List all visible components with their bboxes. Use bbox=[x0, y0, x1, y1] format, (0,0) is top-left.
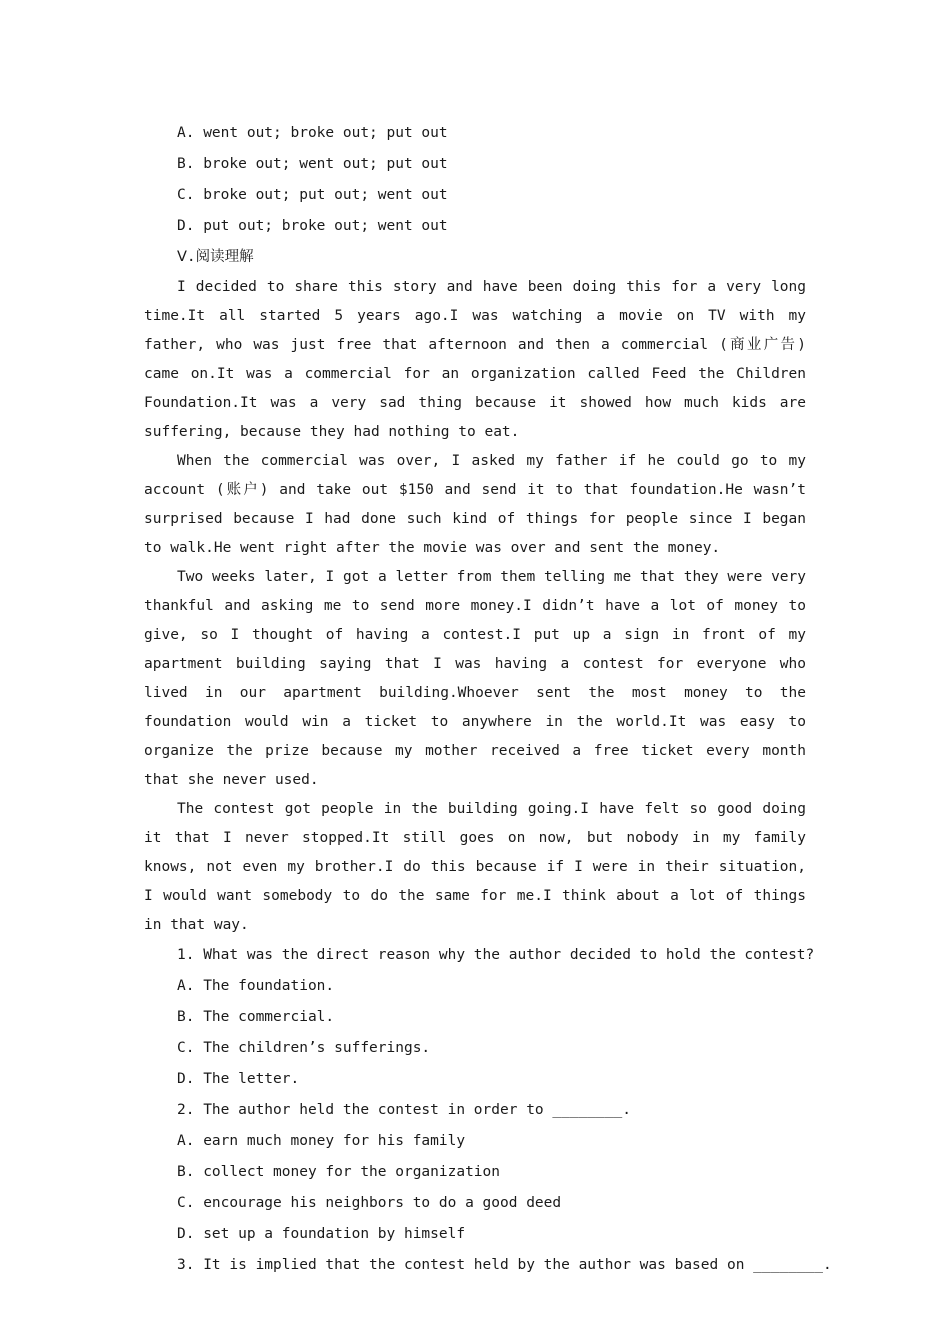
document-page bbox=[144, 118, 832, 1281]
option-b: B. The commercial. bbox=[177, 1009, 335, 1025]
option-d: D. set up a foundation by himself bbox=[177, 1226, 466, 1242]
option-d: D. The letter. bbox=[177, 1071, 300, 1087]
prev-question-options bbox=[144, 118, 806, 242]
question-2 bbox=[144, 1095, 806, 1250]
passage-paragraph: The contest got people in the building going.I have felt so good doing it that I never stopped.It still goes on now, but nobody in my family knows, not even my brother.I do this because if I were in their situation, I would want somebody to do the same for me.I think about a lot of things in that way. bbox=[144, 801, 806, 933]
option-c: C. broke out; put out; went out bbox=[177, 187, 448, 203]
passage-paragraph: Two weeks later, I got a letter from them telling me that they were very thankful and asking me to send more money.I didn’t have a lot of money to give, so I thought of having a contest.I put up a sign in front of my apartment building saying that I was having a contest for everyone who lived in our apartment building.Whoever sent the most money to the foundation would win a ticket to anywhere in the world.It was easy to organize the prize because my mother received a free ticket every month that she never used. bbox=[144, 569, 806, 788]
option-d: D. put out; broke out; went out bbox=[177, 218, 448, 234]
option-b: B. collect money for the organization bbox=[177, 1164, 501, 1180]
option-c: C. The children’s sufferings. bbox=[177, 1040, 431, 1056]
passage-paragraph: When the commercial was over, I asked my father if he could go to my account (账户) and take out $150 and send it to that foundation.He wasn’t surprised because I had done such kind of things for people since I began to walk.He went right after the movie was over and sent the money. bbox=[144, 453, 806, 556]
question-stem: 1. What was the direct reason why the author decided to hold the contest? bbox=[177, 947, 815, 963]
question-stem: 3. It is implied that the contest held by the author was based on ________. bbox=[177, 1257, 832, 1273]
section-title: Ⅴ.阅读理解 bbox=[177, 249, 254, 265]
option-a: A. went out; broke out; put out bbox=[177, 125, 448, 141]
passage-paragraph: I decided to share this story and have been doing this for a very long time.It all started 5 years ago.I was watching a movie on TV with my father, who was just free that afternoon and then a commercial (商业广告) came on.It was a commercial for an organization called Feed the Children Foundation.It was a very sad thing because it showed how much kids are suffering, because they had nothing to eat. bbox=[144, 279, 806, 440]
option-b: B. broke out; went out; put out bbox=[177, 156, 448, 172]
question-stem: 2. The author held the contest in order to ________. bbox=[177, 1102, 631, 1118]
option-a: A. The foundation. bbox=[177, 978, 335, 994]
question-1 bbox=[144, 940, 815, 1095]
option-c: C. encourage his neighbors to do a good deed bbox=[177, 1195, 562, 1211]
option-a: A. earn much money for his family bbox=[177, 1133, 466, 1149]
question-3 bbox=[144, 1250, 832, 1281]
reading-passage bbox=[144, 273, 806, 940]
